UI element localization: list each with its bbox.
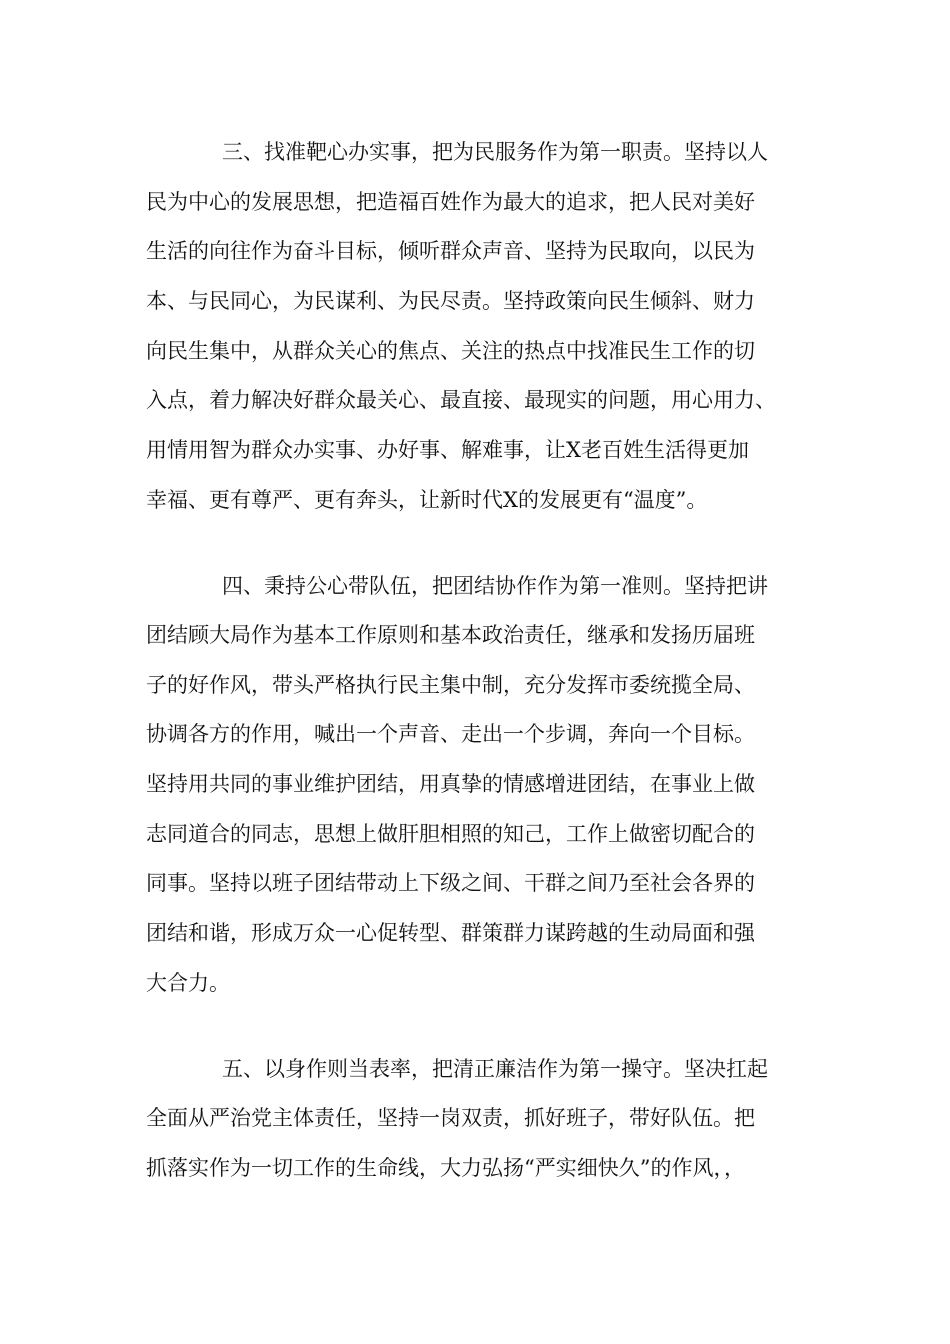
paragraph-line: 幸福、更有尊严、更有奔头，让新时代X的发展更有“温度”。 (146, 488, 708, 512)
paragraph-line: 三、找准靶心办实事，把为民服务作为第一职责。坚持以人 (222, 140, 768, 164)
paragraph-line: 生活的向往作为奋斗目标，倾听群众声音、坚持为民取向，以民为 (146, 239, 755, 263)
paragraph-line: 坚持用共同的事业维护团结，用真挚的情感增进团结，在事业上做 (146, 772, 755, 796)
paragraph-line: 民为中心的发展思想，把造福百姓作为最大的追求，把人民对美好 (146, 190, 755, 214)
paragraph-line: 四、秉持公心带队伍，把团结协作作为第一准则。坚持把讲 (222, 574, 768, 598)
paragraph-line: 本、与民同心，为民谋利、为民尽责。坚持政策向民生倾斜、财力 (146, 289, 755, 313)
paragraph-line: 向民生集中，从群众关心的焦点、关注的热点中找准民生工作的切 (146, 339, 755, 363)
paragraph-line: 同事。坚持以班子团结带动上下级之间、干群之间乃至社会各界的 (146, 871, 755, 895)
paragraph-line: 用情用智为群众办实事、办好事、解难事，让X老百姓生活得更加 (146, 438, 749, 462)
paragraph-line: 大合力。 (146, 971, 230, 995)
paragraph-line: 团结和谐，形成万众一心促转型、群策群力谋跨越的生动局面和强 (146, 921, 755, 945)
paragraph-line: 协调各方的作用，喊出一个声音、走出一个步调，奔向一个目标。 (146, 722, 755, 746)
paragraph-line: 入点，着力解决好群众最关心、最直接、最现实的问题，用心用力、 (146, 388, 776, 412)
paragraph-line: 团结顾大局作为基本工作原则和基本政治责任，继承和发扬历届班 (146, 623, 755, 647)
paragraph-line: 子的好作风，带头严格执行民主集中制，充分发挥市委统揽全局、 (146, 673, 755, 697)
paragraph-line: 全面从严治党主体责任，坚持一岗双责，抓好班子，带好队伍。把 (146, 1106, 755, 1130)
paragraph-line: 抓落实作为一切工作的生命线，大力弘扬“严实细快久”的作风，， (146, 1156, 745, 1180)
paragraph-line: 五、以身作则当表率，把清正廉洁作为第一操守。坚决扛起 (222, 1057, 768, 1081)
paragraph-line: 志同道合的同志，思想上做肝胆相照的知己，工作上做密切配合的 (146, 822, 755, 846)
